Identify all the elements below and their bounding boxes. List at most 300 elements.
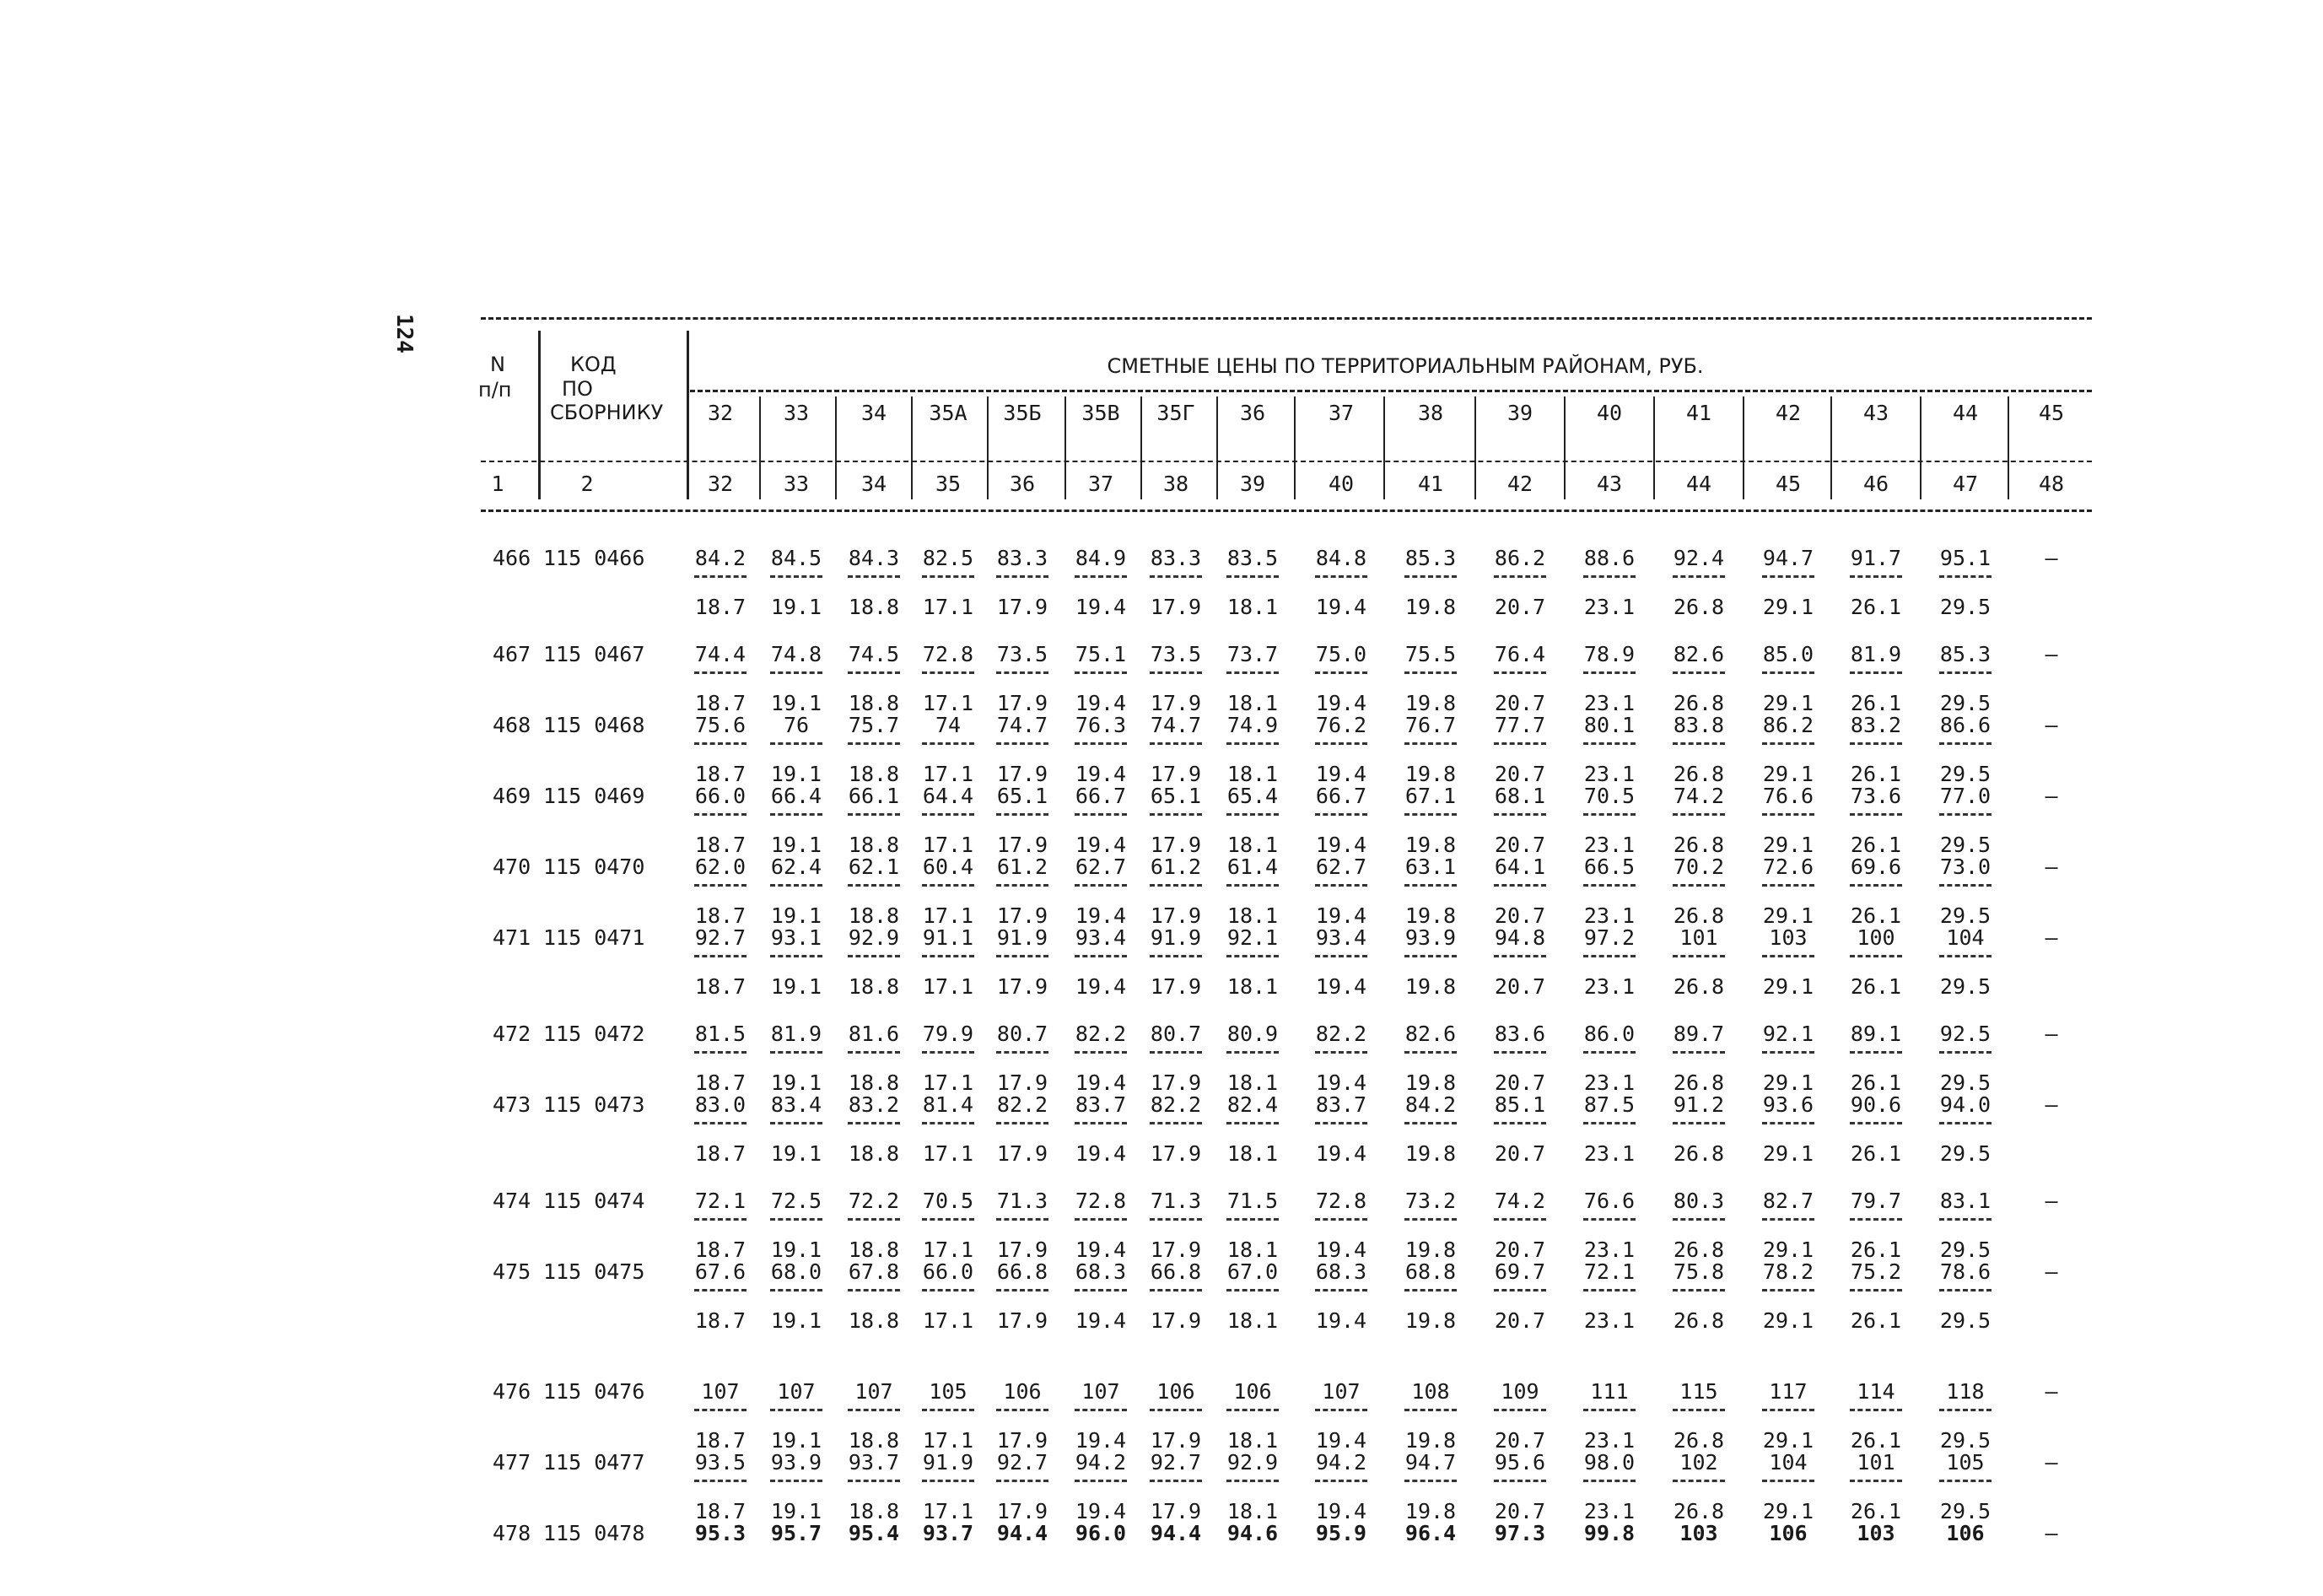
row-number: 466 bbox=[493, 546, 531, 570]
fraction-line bbox=[996, 575, 1048, 578]
fraction-line bbox=[848, 884, 900, 887]
table-title: СМЕТНЫЕ ЦЕНЫ ПО ТЕРРИТОРИАЛЬНЫМ РАЙОНАМ, РУБ. bbox=[1107, 354, 1704, 378]
price-wage: 29.5 bbox=[1939, 974, 1992, 999]
column-number: 42 bbox=[1506, 472, 1533, 496]
price-total: 95.9 bbox=[1315, 1521, 1367, 1545]
row-code: 115 0470 bbox=[543, 855, 645, 879]
column-number: 32 bbox=[707, 472, 734, 496]
header-bottom-rule bbox=[481, 510, 2092, 512]
price-wage: 29.1 bbox=[1762, 1308, 1814, 1333]
price-total: 64.4 bbox=[922, 784, 974, 808]
fraction-line bbox=[770, 1218, 822, 1221]
price-total: 81.9 bbox=[770, 1022, 822, 1046]
fraction-line bbox=[1226, 1218, 1279, 1221]
price-total: 83.2 bbox=[848, 1092, 900, 1117]
price-total: 118 bbox=[1946, 1379, 1985, 1404]
price-wage: 18.7 bbox=[694, 762, 746, 786]
price-wage: 29.1 bbox=[1762, 1070, 1814, 1095]
fraction-line bbox=[1150, 1122, 1202, 1124]
fraction-line bbox=[1226, 575, 1279, 578]
column-number: 1 bbox=[491, 472, 504, 496]
fraction-line bbox=[1762, 742, 1814, 745]
price-total: 95.7 bbox=[770, 1521, 822, 1545]
price-total: 79.7 bbox=[1850, 1189, 1902, 1213]
price-total: 84.8 bbox=[1315, 546, 1367, 570]
price-total: 95.6 bbox=[1494, 1450, 1546, 1475]
price-total: 74 bbox=[935, 713, 962, 737]
price-wage: 20.7 bbox=[1494, 1237, 1546, 1262]
price-total: 94.8 bbox=[1494, 925, 1546, 950]
price-wage: 29.1 bbox=[1762, 595, 1814, 619]
row-number: 470 bbox=[493, 855, 531, 879]
column-number: 38 bbox=[1162, 472, 1189, 496]
price-wage: 19.4 bbox=[1315, 833, 1367, 857]
row-number: 471 bbox=[493, 925, 531, 950]
price-wage: 17.9 bbox=[996, 691, 1048, 715]
fraction-line bbox=[694, 1051, 746, 1054]
price-total: 97.2 bbox=[1583, 925, 1636, 950]
price-total: 73.0 bbox=[1939, 855, 1992, 879]
fraction-line bbox=[1583, 813, 1636, 816]
price-wage: 18.8 bbox=[848, 1237, 900, 1262]
price-total: 94.4 bbox=[1150, 1521, 1202, 1545]
header-divider bbox=[538, 331, 541, 499]
price-total: 106 bbox=[1233, 1379, 1272, 1404]
price-wage: 19.4 bbox=[1315, 1070, 1367, 1095]
price-total: 84.9 bbox=[1075, 546, 1127, 570]
price-wage: 29.1 bbox=[1762, 1237, 1814, 1262]
price-wage: 29.1 bbox=[1762, 1499, 1814, 1523]
fraction-line bbox=[1494, 1409, 1546, 1411]
fraction-line bbox=[1315, 1218, 1367, 1221]
fraction-line bbox=[1150, 813, 1202, 816]
fraction-line bbox=[694, 1122, 746, 1124]
price-wage: 26.8 bbox=[1673, 1499, 1725, 1523]
fraction-line bbox=[694, 884, 746, 887]
price-wage: 17.9 bbox=[1150, 1308, 1202, 1333]
header-code-3: СБОРНИКУ bbox=[550, 401, 664, 424]
price-total: 81.4 bbox=[922, 1092, 974, 1117]
price-wage: 29.1 bbox=[1762, 762, 1814, 786]
fraction-line bbox=[996, 1218, 1048, 1221]
fraction-line bbox=[694, 813, 746, 816]
price-total: 88.6 bbox=[1583, 546, 1636, 570]
fraction-line bbox=[1150, 1409, 1202, 1411]
price-total: 80.7 bbox=[996, 1022, 1048, 1046]
fraction-line bbox=[1150, 671, 1202, 674]
price-total: 83.5 bbox=[1226, 546, 1279, 570]
column-number: 34 bbox=[860, 472, 887, 496]
price-total: 101 bbox=[1679, 925, 1718, 950]
fraction-line bbox=[848, 1289, 900, 1291]
price-wage: 23.1 bbox=[1583, 1141, 1636, 1166]
fraction-line bbox=[1404, 1289, 1457, 1291]
price-total: 76.3 bbox=[1075, 713, 1127, 737]
column-divider bbox=[1064, 396, 1066, 499]
fraction-line bbox=[996, 1289, 1048, 1291]
price-wage: 17.9 bbox=[1150, 1237, 1202, 1262]
price-wage: 18.8 bbox=[848, 833, 900, 857]
price-total: 105 bbox=[1946, 1450, 1985, 1475]
price-total: 107 bbox=[1081, 1379, 1120, 1404]
price-total: 106 bbox=[1946, 1521, 1985, 1545]
column-divider bbox=[1216, 396, 1218, 499]
price-wage: 19.1 bbox=[770, 1070, 822, 1095]
fraction-line bbox=[1673, 1051, 1725, 1054]
price-total: 84.2 bbox=[694, 546, 746, 570]
price-wage: 26.1 bbox=[1850, 691, 1902, 715]
page-number: 124 bbox=[391, 314, 417, 353]
price-wage: 19.8 bbox=[1404, 1141, 1457, 1166]
row-end-mark: – bbox=[2045, 1379, 2058, 1404]
price-total: 76.2 bbox=[1315, 713, 1367, 737]
fraction-line bbox=[694, 575, 746, 578]
fraction-line bbox=[1850, 575, 1902, 578]
fraction-line bbox=[1494, 813, 1546, 816]
price-total: 114 bbox=[1857, 1379, 1895, 1404]
price-total: 89.7 bbox=[1673, 1022, 1725, 1046]
district-label: 43 bbox=[1862, 401, 1889, 425]
price-total: 76.6 bbox=[1762, 784, 1814, 808]
price-total: 91.9 bbox=[922, 1450, 974, 1475]
price-wage: 17.9 bbox=[996, 833, 1048, 857]
price-total: 74.2 bbox=[1494, 1189, 1546, 1213]
price-total: 93.9 bbox=[770, 1450, 822, 1475]
price-total: 93.1 bbox=[770, 925, 822, 950]
price-total: 72.1 bbox=[1583, 1259, 1636, 1284]
fraction-line bbox=[1075, 1218, 1127, 1221]
price-total: 93.4 bbox=[1075, 925, 1127, 950]
price-wage: 17.9 bbox=[996, 1237, 1048, 1262]
price-total: 74.8 bbox=[770, 642, 822, 666]
price-wage: 26.1 bbox=[1850, 1070, 1902, 1095]
price-wage: 19.1 bbox=[770, 1237, 822, 1262]
price-wage: 19.1 bbox=[770, 595, 822, 619]
price-total: 115 bbox=[1679, 1379, 1718, 1404]
price-wage: 18.7 bbox=[694, 691, 746, 715]
price-total: 75.6 bbox=[694, 713, 746, 737]
fraction-line bbox=[848, 955, 900, 957]
fraction-line bbox=[922, 1480, 974, 1482]
price-total: 72.8 bbox=[1315, 1189, 1367, 1213]
fraction-line bbox=[1673, 575, 1725, 578]
header-n: N bbox=[490, 353, 505, 376]
price-total: 86.6 bbox=[1939, 713, 1992, 737]
fraction-line bbox=[1494, 1122, 1546, 1124]
price-wage: 23.1 bbox=[1583, 1070, 1636, 1095]
price-total: 66.4 bbox=[770, 784, 822, 808]
fraction-line bbox=[1315, 1051, 1367, 1054]
price-wage: 26.8 bbox=[1673, 1070, 1725, 1095]
column-number: 46 bbox=[1862, 472, 1889, 496]
price-total: 74.5 bbox=[848, 642, 900, 666]
price-wage: 23.1 bbox=[1583, 691, 1636, 715]
price-total: 106 bbox=[1769, 1521, 1808, 1545]
price-total: 94.7 bbox=[1404, 1450, 1457, 1475]
fraction-line bbox=[1939, 955, 1992, 957]
fraction-line bbox=[1404, 575, 1457, 578]
price-total: 68.0 bbox=[770, 1259, 822, 1284]
price-total: 66.0 bbox=[922, 1259, 974, 1284]
fraction-line bbox=[1494, 575, 1546, 578]
fraction-line bbox=[1762, 955, 1814, 957]
price-wage: 17.9 bbox=[1150, 1499, 1202, 1523]
price-wage: 29.5 bbox=[1939, 833, 1992, 857]
price-wage: 29.5 bbox=[1939, 903, 1992, 928]
column-number: 43 bbox=[1596, 472, 1623, 496]
fraction-line bbox=[1494, 1051, 1546, 1054]
price-total: 71.3 bbox=[996, 1189, 1048, 1213]
fraction-line bbox=[922, 1409, 974, 1411]
price-total: 78.2 bbox=[1762, 1259, 1814, 1284]
fraction-line bbox=[996, 1122, 1048, 1124]
fraction-line bbox=[1226, 1122, 1279, 1124]
price-wage: 26.8 bbox=[1673, 762, 1725, 786]
row-number: 467 bbox=[493, 642, 531, 666]
fraction-line bbox=[1494, 884, 1546, 887]
header-sub-rule bbox=[481, 461, 2092, 462]
price-total: 92.7 bbox=[996, 1450, 1048, 1475]
row-end-mark: – bbox=[2045, 1450, 2058, 1475]
price-total: 103 bbox=[1857, 1521, 1895, 1545]
column-number: 37 bbox=[1087, 472, 1114, 496]
price-total: 85.0 bbox=[1762, 642, 1814, 666]
price-wage: 19.4 bbox=[1315, 903, 1367, 928]
price-total: 82.6 bbox=[1673, 642, 1725, 666]
price-wage: 26.8 bbox=[1673, 1237, 1725, 1262]
row-end-mark: – bbox=[2045, 1022, 2058, 1046]
price-total: 75.0 bbox=[1315, 642, 1367, 666]
fraction-line bbox=[848, 1051, 900, 1054]
price-total: 85.3 bbox=[1939, 642, 1992, 666]
price-wage: 17.1 bbox=[922, 691, 974, 715]
price-total: 66.8 bbox=[996, 1259, 1048, 1284]
price-total: 86.2 bbox=[1762, 713, 1814, 737]
fraction-line bbox=[694, 742, 746, 745]
price-total: 91.2 bbox=[1673, 1092, 1725, 1117]
fraction-line bbox=[1404, 742, 1457, 745]
fraction-line bbox=[694, 1289, 746, 1291]
price-total: 91.7 bbox=[1850, 546, 1902, 570]
price-total: 84.2 bbox=[1404, 1092, 1457, 1117]
price-total: 61.2 bbox=[1150, 855, 1202, 879]
fraction-line bbox=[1315, 813, 1367, 816]
price-total: 94.7 bbox=[1762, 546, 1814, 570]
fraction-line bbox=[770, 955, 822, 957]
fraction-line bbox=[1226, 742, 1279, 745]
price-wage: 20.7 bbox=[1494, 903, 1546, 928]
fraction-line bbox=[1226, 884, 1279, 887]
row-end-mark: – bbox=[2045, 713, 2058, 737]
price-wage: 17.9 bbox=[996, 1141, 1048, 1166]
price-wage: 29.1 bbox=[1762, 833, 1814, 857]
price-total: 92.9 bbox=[1226, 1450, 1279, 1475]
price-wage: 23.1 bbox=[1583, 762, 1636, 786]
price-total: 76 bbox=[783, 713, 810, 737]
fraction-line bbox=[1075, 813, 1127, 816]
fraction-line bbox=[770, 1409, 822, 1411]
fraction-line bbox=[1583, 1051, 1636, 1054]
price-wage: 29.5 bbox=[1939, 1499, 1992, 1523]
fraction-line bbox=[1315, 884, 1367, 887]
price-wage: 19.8 bbox=[1404, 762, 1457, 786]
price-wage: 29.1 bbox=[1762, 974, 1814, 999]
price-total: 105 bbox=[929, 1379, 967, 1404]
price-wage: 20.7 bbox=[1494, 1070, 1546, 1095]
fraction-line bbox=[1226, 671, 1279, 674]
fraction-line bbox=[1673, 1409, 1725, 1411]
fraction-line bbox=[1850, 1289, 1902, 1291]
price-wage: 19.4 bbox=[1075, 833, 1127, 857]
fraction-line bbox=[1404, 955, 1457, 957]
price-wage: 18.8 bbox=[848, 691, 900, 715]
price-total: 89.1 bbox=[1850, 1022, 1902, 1046]
row-number: 478 bbox=[493, 1521, 531, 1545]
row-code: 115 0475 bbox=[543, 1259, 645, 1284]
fraction-line bbox=[1315, 742, 1367, 745]
price-wage: 18.7 bbox=[694, 1428, 746, 1453]
price-wage: 20.7 bbox=[1494, 691, 1546, 715]
price-total: 106 bbox=[1156, 1379, 1195, 1404]
fraction-line bbox=[1762, 1480, 1814, 1482]
price-wage: 19.4 bbox=[1315, 595, 1367, 619]
price-total: 108 bbox=[1411, 1379, 1450, 1404]
column-divider bbox=[1474, 396, 1476, 499]
price-wage: 20.7 bbox=[1494, 595, 1546, 619]
price-total: 81.9 bbox=[1850, 642, 1902, 666]
price-total: 94.4 bbox=[996, 1521, 1048, 1545]
price-total: 104 bbox=[1946, 925, 1985, 950]
price-wage: 17.9 bbox=[996, 903, 1048, 928]
price-total: 95.3 bbox=[694, 1521, 746, 1545]
price-total: 65.4 bbox=[1226, 784, 1279, 808]
price-wage: 19.4 bbox=[1075, 1428, 1127, 1453]
column-divider bbox=[835, 396, 837, 499]
price-total: 83.7 bbox=[1315, 1092, 1367, 1117]
column-divider bbox=[1140, 396, 1142, 499]
price-total: 67.1 bbox=[1404, 784, 1457, 808]
price-wage: 19.8 bbox=[1404, 1499, 1457, 1523]
price-total: 92.1 bbox=[1226, 925, 1279, 950]
price-wage: 19.4 bbox=[1315, 1428, 1367, 1453]
fraction-line bbox=[1673, 1122, 1725, 1124]
price-total: 77.7 bbox=[1494, 713, 1546, 737]
price-total: 69.6 bbox=[1850, 855, 1902, 879]
price-total: 83.4 bbox=[770, 1092, 822, 1117]
price-wage: 19.1 bbox=[770, 1141, 822, 1166]
price-total: 92.9 bbox=[848, 925, 900, 950]
fraction-line bbox=[1075, 884, 1127, 887]
fraction-line bbox=[1850, 1218, 1902, 1221]
price-wage: 26.1 bbox=[1850, 1308, 1902, 1333]
price-wage: 18.7 bbox=[694, 1141, 746, 1166]
column-divider bbox=[1383, 396, 1385, 499]
price-total: 64.1 bbox=[1494, 855, 1546, 879]
price-wage: 19.4 bbox=[1075, 691, 1127, 715]
price-wage: 18.1 bbox=[1226, 1237, 1279, 1262]
price-wage: 19.4 bbox=[1315, 974, 1367, 999]
price-wage: 29.1 bbox=[1762, 903, 1814, 928]
column-number: 36 bbox=[1009, 472, 1036, 496]
price-total: 94.6 bbox=[1226, 1521, 1279, 1545]
district-label: 35В bbox=[1081, 401, 1120, 425]
price-total: 61.4 bbox=[1226, 855, 1279, 879]
fraction-line bbox=[1404, 884, 1457, 887]
price-total: 81.5 bbox=[694, 1022, 746, 1046]
fraction-line bbox=[848, 1218, 900, 1221]
price-wage: 19.4 bbox=[1075, 903, 1127, 928]
price-wage: 18.8 bbox=[848, 595, 900, 619]
price-total: 74.9 bbox=[1226, 713, 1279, 737]
fraction-line bbox=[1315, 955, 1367, 957]
price-total: 99.8 bbox=[1583, 1521, 1636, 1545]
price-total: 93.4 bbox=[1315, 925, 1367, 950]
price-wage: 19.4 bbox=[1315, 1237, 1367, 1262]
price-total: 67.6 bbox=[694, 1259, 746, 1284]
price-total: 83.2 bbox=[1850, 713, 1902, 737]
fraction-line bbox=[1673, 1289, 1725, 1291]
fraction-line bbox=[996, 1051, 1048, 1054]
fraction-line bbox=[1850, 1409, 1902, 1411]
fraction-line bbox=[1226, 1409, 1279, 1411]
fraction-line bbox=[1226, 1289, 1279, 1291]
price-total: 75.2 bbox=[1850, 1259, 1902, 1284]
price-total: 73.7 bbox=[1226, 642, 1279, 666]
price-total: 69.7 bbox=[1494, 1259, 1546, 1284]
price-total: 97.3 bbox=[1494, 1521, 1546, 1545]
price-wage: 18.7 bbox=[694, 595, 746, 619]
price-total: 92.5 bbox=[1939, 1022, 1992, 1046]
row-code: 115 0471 bbox=[543, 925, 645, 950]
column-number: 2 bbox=[580, 472, 594, 496]
fraction-line bbox=[1150, 1218, 1202, 1221]
fraction-line bbox=[770, 884, 822, 887]
column-number: 48 bbox=[2038, 472, 2065, 496]
row-code: 115 0468 bbox=[543, 713, 645, 737]
fraction-line bbox=[848, 575, 900, 578]
price-total: 107 bbox=[1322, 1379, 1361, 1404]
price-total: 85.3 bbox=[1404, 546, 1457, 570]
fraction-line bbox=[1583, 955, 1636, 957]
fraction-line bbox=[1315, 1289, 1367, 1291]
row-end-mark: – bbox=[2045, 642, 2058, 666]
fraction-line bbox=[1583, 1480, 1636, 1482]
price-wage: 20.7 bbox=[1494, 1141, 1546, 1166]
fraction-line bbox=[1939, 1289, 1992, 1291]
column-divider bbox=[759, 396, 761, 499]
fraction-line bbox=[1762, 1122, 1814, 1124]
price-wage: 18.7 bbox=[694, 1237, 746, 1262]
fraction-line bbox=[922, 1051, 974, 1054]
price-wage: 18.7 bbox=[694, 974, 746, 999]
fraction-line bbox=[996, 884, 1048, 887]
price-wage: 17.9 bbox=[1150, 1141, 1202, 1166]
fraction-line bbox=[1494, 742, 1546, 745]
price-total: 74.7 bbox=[996, 713, 1048, 737]
fraction-line bbox=[1315, 575, 1367, 578]
fraction-line bbox=[1315, 1122, 1367, 1124]
fraction-line bbox=[1404, 1218, 1457, 1221]
price-wage: 19.1 bbox=[770, 903, 822, 928]
price-wage: 19.8 bbox=[1404, 1428, 1457, 1453]
fraction-line bbox=[1075, 1409, 1127, 1411]
fraction-line bbox=[770, 1480, 822, 1482]
price-wage: 18.1 bbox=[1226, 1308, 1279, 1333]
price-wage: 19.4 bbox=[1075, 1237, 1127, 1262]
price-total: 73.5 bbox=[1150, 642, 1202, 666]
price-wage: 29.1 bbox=[1762, 1428, 1814, 1453]
price-total: 70.5 bbox=[1583, 784, 1636, 808]
